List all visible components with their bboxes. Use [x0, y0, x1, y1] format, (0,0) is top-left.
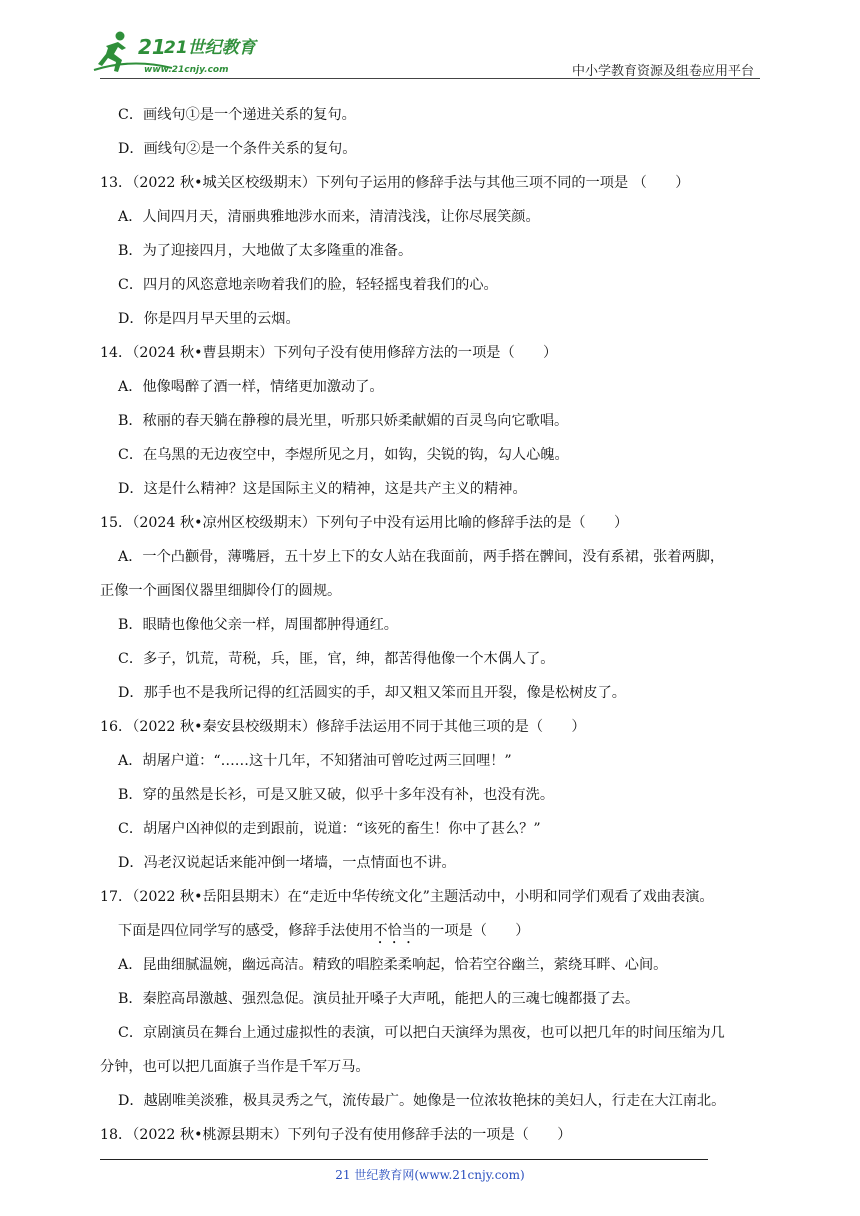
answer-option: D．越剧唯美淡雅，极具灵秀之气，流传最广。她像是一位浓妆艳抹的美妇人，行走在大江南北。 [118, 1093, 726, 1109]
answer-option: B．为了迎接四月，大地做了太多隆重的准备。 [118, 243, 413, 259]
emphasized-text: 不恰当 [373, 923, 416, 939]
question-stem: 13．（2022 秋•城关区校级期末）下列句子运用的修辞手法与其他三项不同的一项是 （ ） [100, 175, 690, 191]
answer-option: C．画线句①是一个递进关系的复句。 [118, 107, 356, 123]
footer-divider [100, 1159, 708, 1160]
svg-text:21: 21 [138, 35, 166, 59]
option-continuation: 分钟，也可以把几面旗子当作是千军万马。 [100, 1059, 370, 1075]
page-header [0, 0, 860, 80]
question-stem: 14．（2024 秋•曹县期末）下列句子没有使用修辞方法的一项是（ ） [100, 345, 558, 361]
question-stem: 15．（2024 秋•凉州区校级期末）下列句子中没有运用比喻的修辞手法的是（ ） [100, 515, 629, 531]
option-continuation: 正像一个画图仪器里细脚伶仃的圆规。 [100, 583, 342, 599]
site-logo [92, 28, 272, 78]
answer-option: B．眼睛也像他父亲一样，周围都肿得通红。 [118, 617, 398, 633]
svg-text:21世纪教育: 21世纪教育 [164, 38, 256, 58]
footer-text: 21 世纪教育网(www.21cnjy.com) [335, 1168, 525, 1182]
answer-option: C．胡屠户凶神似的走到跟前，说道：“该死的畜生！你中了甚么？” [118, 821, 541, 837]
answer-option: D．冯老汉说起话来能冲倒一堵墙，一点情面也不讲。 [118, 855, 456, 871]
answer-option: D．那手也不是我所记得的红活圆实的手，却又粗又笨而且开裂，像是松树皮了。 [118, 685, 626, 701]
answer-option: D．画线句②是一个条件关系的复句。 [118, 141, 357, 157]
answer-option: B．秾丽的春天躺在静穆的晨光里，听那只娇柔献媚的百灵鸟向它歌唱。 [118, 413, 569, 429]
stem-text: 的一项是（ ） [415, 923, 530, 939]
answer-option: B．穿的虽然是长衫，可是又脏又破，似乎十多年没有补，也没有洗。 [118, 787, 555, 803]
question-stem-continuation [100, 914, 766, 948]
question-stem: 18．（2022 秋•桃源县期末）下列句子没有使用修辞手法的一项是（ ） [100, 1127, 572, 1143]
answer-option: C．在乌黑的无边夜空中，李煜所见之月，如钩，尖锐的钩，勾人心魄。 [118, 447, 569, 463]
answer-option: A．胡屠户道：“……这十几年，不知猪油可曾吃过两三回哩！” [118, 753, 512, 769]
answer-option: A．人间四月天，清丽典雅地涉水而来，清清浅浅，让你尽展笑颜。 [118, 209, 540, 225]
answer-option: C．京剧演员在舞台上通过虚拟性的表演，可以把白天演绎为黑夜，也可以把几年的时间压缩为几 [118, 1025, 725, 1041]
answer-option: D．你是四月早天里的云烟。 [118, 311, 300, 327]
answer-option: C．四月的风恣意地亲吻着我们的脸，轻轻摇曳着我们的心。 [118, 277, 498, 293]
header-divider [100, 78, 760, 79]
answer-option: A．一个凸颧骨，薄嘴唇，五十岁上下的女人站在我面前，两手搭在髀间，没有系裙，张着两脚， [118, 549, 725, 565]
answer-option: C．多子，饥荒，苛税，兵，匪，官，绅，都苦得他像一个木偶人了。 [118, 651, 555, 667]
question-stem: 17．（2022 秋•岳阳县期末）在“走近中华传统文化”主题活动中，小明和同学们观看了戏曲表演。 [100, 889, 714, 905]
svg-text:www.21cnjy.com: www.21cnjy.com [144, 65, 229, 75]
question-list [100, 98, 766, 1152]
question-stem: 16．（2022 秋•秦安县校级期末）修辞手法运用不同于其他三项的是（ ） [100, 719, 586, 735]
platform-name: 中小学教育资源及组卷应用平台 [571, 64, 754, 79]
stem-text: 下面是四位同学写的感受，修辞手法使用 [118, 923, 374, 939]
answer-option: D．这是什么精神？这是国际主义的精神，这是共产主义的精神。 [118, 481, 527, 497]
answer-option: A．昆曲细腻温婉，幽远高洁。精致的唱腔柔柔响起，恰若空谷幽兰，萦绕耳畔、心间。 [118, 957, 668, 973]
answer-option: B．秦腔高昂激越、强烈急促。演员扯开嗓子大声吼，能把人的三魂七魄都摄了去。 [118, 991, 640, 1007]
answer-option: A．他像喝醉了酒一样，情绪更加激动了。 [118, 379, 384, 395]
